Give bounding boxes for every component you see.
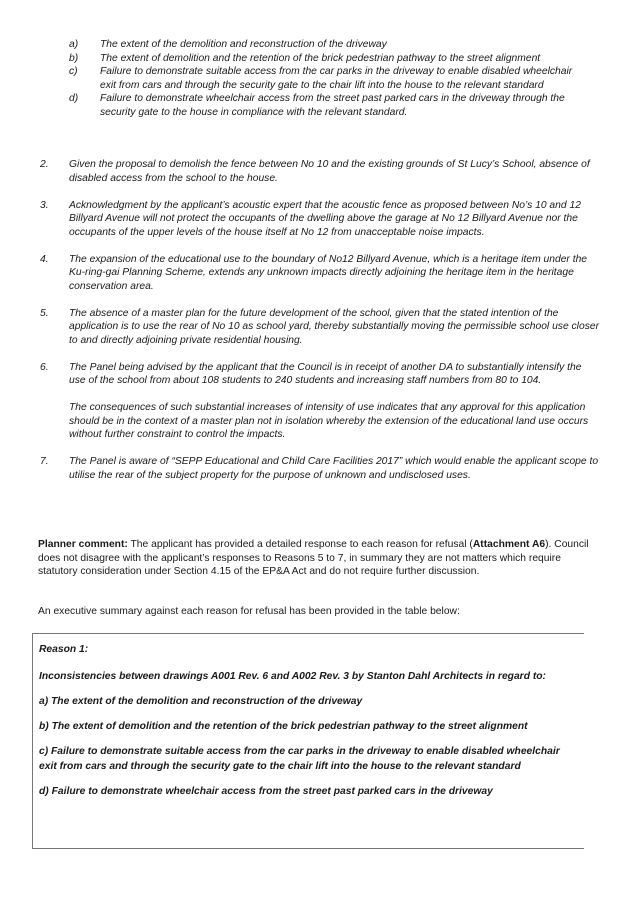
table-paragraph: a) The extent of the demolition and reconstruction of the driveway xyxy=(39,696,363,707)
reason-number: 7. xyxy=(40,456,49,467)
reason-text: The absence of a master plan for the future development of the school, given that the stated intention of the application is to use the rear of No 10 as school yard, thereby substantially moving the permissible school use closer to and directly adjoining private residential housing. xyxy=(69,307,599,346)
sub-item-letter: d) xyxy=(69,93,79,104)
reason-item xyxy=(0,199,638,240)
sub-item-list xyxy=(0,38,638,119)
planner-comment-text-2: ). Council does not disagree with the applicant’s responses to Reasons 5 to 7, in summary they are not matters which require statutory consideration under Section 4.15 of the EP&A Act and do not require further discussion. xyxy=(38,539,589,577)
table-paragraph: c) Failure to demonstrate suitable access from the car parks in the driveway to enable disabled wheelchair exit from cars and through the security gate to the chair lift into the house to the relevant standard xyxy=(39,746,560,772)
reason-text: Given the proposal to demolish the fence between No 10 and the existing grounds of St Lucy’s School, absence of disabled access from the school to the house. xyxy=(69,159,590,184)
reason-number: 4. xyxy=(40,253,49,265)
sub-item-text: Failure to demonstrate suitable access from the car parks in the driveway to enable disabled wheelchair exit from cars and through the security gate to the chair lift into the house to the relevant standard xyxy=(100,66,573,91)
sub-item xyxy=(0,65,638,92)
table-paragraph: Inconsistencies between drawings A001 Rev. 6 and A002 Rev. 3 by Stanton Dahl Architects in regard to: xyxy=(39,671,546,682)
reason-text: The expansion of the educational use to the boundary of No12 Billyard Avenue, which is a heritage item under the Ku-ring-gai Planning Scheme, extends any unknown impacts directly adjoining the heritage item in the heritage conservation area. xyxy=(69,253,588,292)
sub-item-letter: b) xyxy=(69,52,79,64)
attachment-reference: Attachment A6 xyxy=(472,539,546,550)
reason-item xyxy=(0,253,638,294)
sub-item-text: Failure to demonstrate wheelchair access from the street past parked cars in the driveway through the security gate to the house in compliance with the relevant standard. xyxy=(100,93,565,118)
sub-item xyxy=(0,92,638,119)
sub-item-text: The extent of the demolition and reconstruction of the driveway xyxy=(100,39,387,50)
reason-text: The Panel being advised by the applicant that the Council is in receipt of another DA to substantially intensify the use of the school from about 108 students to 240 students and increasing staff numbers from 80 to 104. xyxy=(69,361,582,386)
reason-number: 6. xyxy=(40,361,49,373)
table-paragraph: d) Failure to demonstrate wheelchair access from the street past parked cars in the driveway xyxy=(39,786,493,797)
reason-list xyxy=(0,158,638,496)
sub-item-text: The extent of demolition and the retention of the brick pedestrian pathway to the street alignment xyxy=(100,52,541,64)
reason-title: Reason 1: xyxy=(39,644,89,655)
reason-number: 5. xyxy=(40,307,49,319)
table-paragraph: b) The extent of demolition and the retention of the brick pedestrian pathway to the street alignment xyxy=(39,721,528,732)
reason-number: 3. xyxy=(40,199,49,211)
reason-item xyxy=(0,455,638,482)
sub-item xyxy=(0,52,638,66)
planner-comment-label: Planner comment: xyxy=(38,539,128,550)
reason-item xyxy=(0,158,638,185)
summary-table xyxy=(32,633,584,849)
planner-comment xyxy=(38,538,603,579)
table-cell xyxy=(33,634,574,799)
reason-text: The Panel is aware of “SEPP Educational and Child Care Facilities 2017” which would enable the applicant scope to utilise the rear of the subject property for the purpose of unknown and undisclosed uses. xyxy=(69,456,599,481)
planner-comment-text-1: The applicant has provided a detailed response to each reason for refusal ( xyxy=(127,539,473,550)
summary-intro: An executive summary against each reason for refusal has been provided in the table below: xyxy=(38,606,460,617)
sub-item-letter: a) xyxy=(69,39,79,50)
reason-extra-text: The consequences of such substantial increases of intensity of use indicates that any approval for this application should be in the context of a master plan not in isolation whereby the extension of the educational land use occurs without further constraint to control the impacts. xyxy=(69,402,589,440)
sub-item-letter: c) xyxy=(69,66,78,77)
reason-number: 2. xyxy=(40,159,49,170)
reason-item xyxy=(0,361,638,442)
reason-text: Acknowledgment by the applicant’s acoustic expert that the acoustic fence as proposed between No’s 10 and 12 Billyard Avenue will not protect the occupants of the dwelling above the garage at No 12 Billyard Avenue nor the occupants of the upper levels of the house itself at No 12 from unacceptable noise impacts. xyxy=(69,199,581,238)
sub-item xyxy=(0,38,638,52)
reason-item xyxy=(0,307,638,348)
